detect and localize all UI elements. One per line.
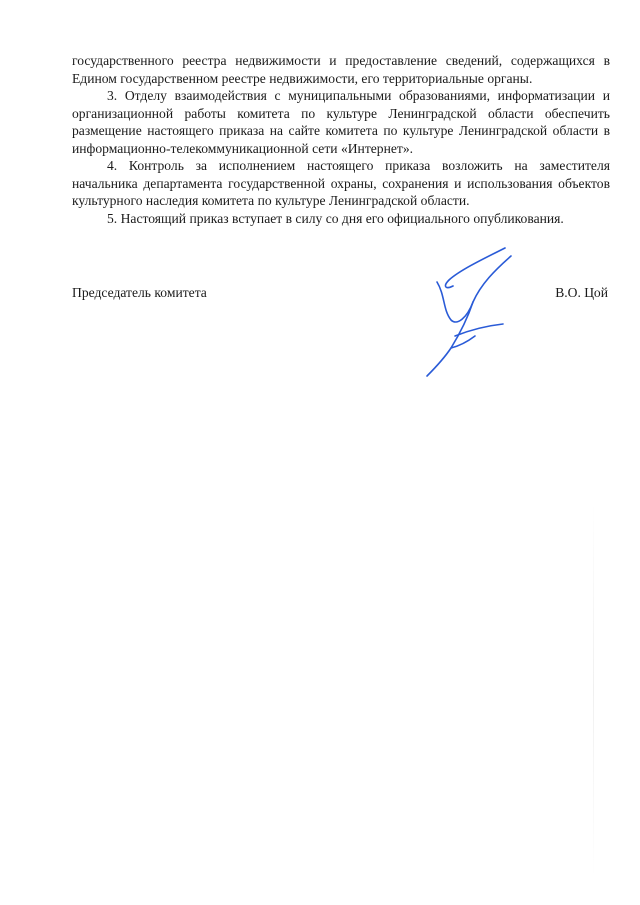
signatory-name: В.О. Цой — [555, 285, 608, 300]
handwritten-signature — [415, 240, 525, 380]
paragraph-3: 3. Отделу взаимодействия с муниципальными образованиями, информатизации и организационной работы комитета по культуре Ленинградской области обеспечить размещение настоящего приказа на сайте комитета по культуре Ленинградской области в информационно-телекоммуникационной сети «Интернет». — [72, 88, 610, 156]
signatory-title: Председатель комитета — [72, 285, 207, 300]
paragraph-4: 4. Контроль за исполнением настоящего приказа возложить на заместителя начальника департамента государственной охраны, сохранения и использования объектов культурного наследия комитета по культуре Ленинградской области. — [72, 158, 610, 208]
scan-edge-line — [593, 500, 594, 880]
paragraph-5: 5. Настоящий приказ вступает в силу со дня его официального опубликования. — [107, 210, 564, 226]
paragraph-continuation: государственного реестра недвижимости и предоставление сведений, содержащихся в Едином государственном реестре недвижимости, его территориальные органы. — [72, 53, 610, 86]
document-body — [72, 52, 610, 227]
